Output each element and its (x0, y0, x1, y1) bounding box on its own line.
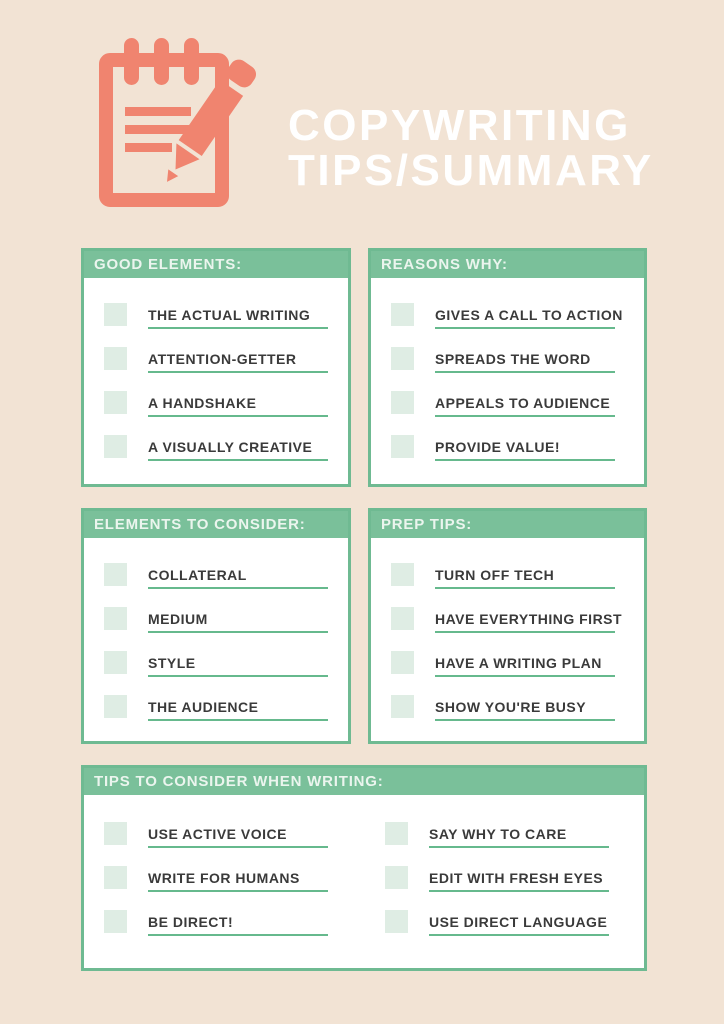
item-label: A HANDSHAKE (148, 394, 257, 411)
item-label: THE AUDIENCE (148, 698, 259, 715)
checkbox-icon (104, 563, 127, 586)
checkbox-icon (104, 435, 127, 458)
item-underline (435, 347, 615, 373)
checkbox-icon (391, 563, 414, 586)
item-underline (429, 866, 609, 892)
card-column-right (385, 822, 609, 954)
checkbox-icon (391, 607, 414, 630)
checkbox-icon (385, 910, 408, 933)
item-underline (148, 391, 328, 417)
checkbox-icon (385, 866, 408, 889)
item-label: TURN OFF TECH (435, 566, 555, 583)
item-label: MEDIUM (148, 610, 208, 627)
item-underline (435, 607, 623, 633)
card-title: ELEMENTS TO CONSIDER: (94, 516, 306, 533)
card-header (371, 251, 644, 278)
item-underline (148, 695, 328, 721)
item-label: SPREADS THE WORD (435, 350, 591, 367)
item-label: THE ACTUAL WRITING (148, 306, 311, 323)
checklist-item (385, 910, 609, 936)
checklist-item (104, 866, 328, 892)
card-title: REASONS WHY: (381, 256, 508, 273)
item-underline (148, 866, 328, 892)
checklist-item (104, 695, 328, 721)
card-reasons-why (368, 248, 647, 487)
checkbox-icon (104, 347, 127, 370)
checklist-item (385, 866, 609, 892)
item-label: USE ACTIVE VOICE (148, 825, 287, 842)
item-label: SHOW YOU'RE BUSY (435, 698, 587, 715)
card-title: TIPS TO CONSIDER WHEN WRITING: (94, 773, 384, 790)
item-underline (148, 563, 328, 589)
card-header (84, 511, 348, 538)
card-title: GOOD ELEMENTS: (94, 256, 242, 273)
item-underline (148, 607, 328, 633)
card-good-elements (81, 248, 351, 487)
page-title (288, 103, 654, 193)
checklist-item (385, 822, 609, 848)
checklist-item (391, 695, 624, 721)
item-underline (148, 822, 328, 848)
checklist-item (391, 651, 624, 677)
checkbox-icon (104, 695, 127, 718)
checklist-item (391, 563, 624, 589)
checklist-item (391, 347, 624, 373)
checkbox-icon (104, 651, 127, 674)
page-title-line1: COPYWRITING (288, 101, 631, 150)
item-underline (435, 391, 615, 417)
checkbox-icon (391, 303, 414, 326)
item-underline (148, 435, 328, 461)
checkbox-icon (391, 651, 414, 674)
item-underline (148, 910, 328, 936)
item-underline (435, 303, 623, 329)
card-prep-tips (368, 508, 647, 744)
card-tips-when-writing (81, 765, 647, 971)
item-label: GIVES A CALL TO ACTION (435, 306, 623, 323)
item-label: COLLATERAL (148, 566, 247, 583)
item-label: EDIT WITH FRESH EYES (429, 869, 604, 886)
cards-grid (81, 248, 647, 971)
checkbox-icon (391, 391, 414, 414)
checklist-item (391, 391, 624, 417)
checklist-item (104, 303, 328, 329)
checkbox-icon (385, 822, 408, 845)
card-body (371, 278, 644, 479)
checklist-item (104, 910, 328, 936)
item-underline (435, 651, 615, 677)
checkbox-icon (391, 435, 414, 458)
checkbox-icon (104, 866, 127, 889)
checkbox-icon (391, 695, 414, 718)
checklist-item (391, 303, 624, 329)
card-column-left (104, 822, 328, 954)
item-label: ATTENTION-GETTER (148, 350, 297, 367)
item-underline (435, 695, 615, 721)
card-body (84, 278, 348, 479)
card-body (84, 538, 348, 739)
checklist-item (104, 435, 328, 461)
checklist-item (104, 563, 328, 589)
checklist-item (104, 651, 328, 677)
checkbox-icon (104, 910, 127, 933)
checklist-item (104, 822, 328, 848)
checkbox-icon (104, 607, 127, 630)
item-label: USE DIRECT LANGUAGE (429, 913, 608, 930)
checkbox-icon (104, 391, 127, 414)
card-body (371, 538, 644, 739)
checklist-item (104, 607, 328, 633)
item-label: HAVE EVERYTHING FIRST (435, 610, 623, 627)
card-body (84, 795, 644, 954)
checkbox-icon (104, 822, 127, 845)
page-title-line2: TIPS/SUMMARY (288, 146, 654, 195)
checkbox-icon (391, 347, 414, 370)
notepad-pencil-icon (96, 34, 270, 210)
checkbox-icon (104, 303, 127, 326)
item-underline (148, 651, 328, 677)
item-label: HAVE A WRITING PLAN (435, 654, 602, 671)
item-underline (435, 435, 615, 461)
item-label: A VISUALLY CREATIVE (148, 438, 313, 455)
item-underline (148, 347, 328, 373)
item-label: APPEALS TO AUDIENCE (435, 394, 611, 411)
item-underline (148, 303, 328, 329)
item-underline (429, 822, 609, 848)
item-label: PROVIDE VALUE! (435, 438, 560, 455)
card-title: PREP TIPS: (381, 516, 473, 533)
checklist-item (391, 435, 624, 461)
item-underline (435, 563, 615, 589)
card-header (371, 511, 644, 538)
item-label: SAY WHY TO CARE (429, 825, 567, 842)
checklist-item (104, 347, 328, 373)
item-label: STYLE (148, 654, 196, 671)
item-underline (429, 910, 609, 936)
card-header (84, 768, 644, 795)
card-elements-to-consider (81, 508, 351, 744)
card-header (84, 251, 348, 278)
checklist-item (391, 607, 624, 633)
checklist-item (104, 391, 328, 417)
item-label: WRITE FOR HUMANS (148, 869, 300, 886)
item-label: BE DIRECT! (148, 913, 234, 930)
